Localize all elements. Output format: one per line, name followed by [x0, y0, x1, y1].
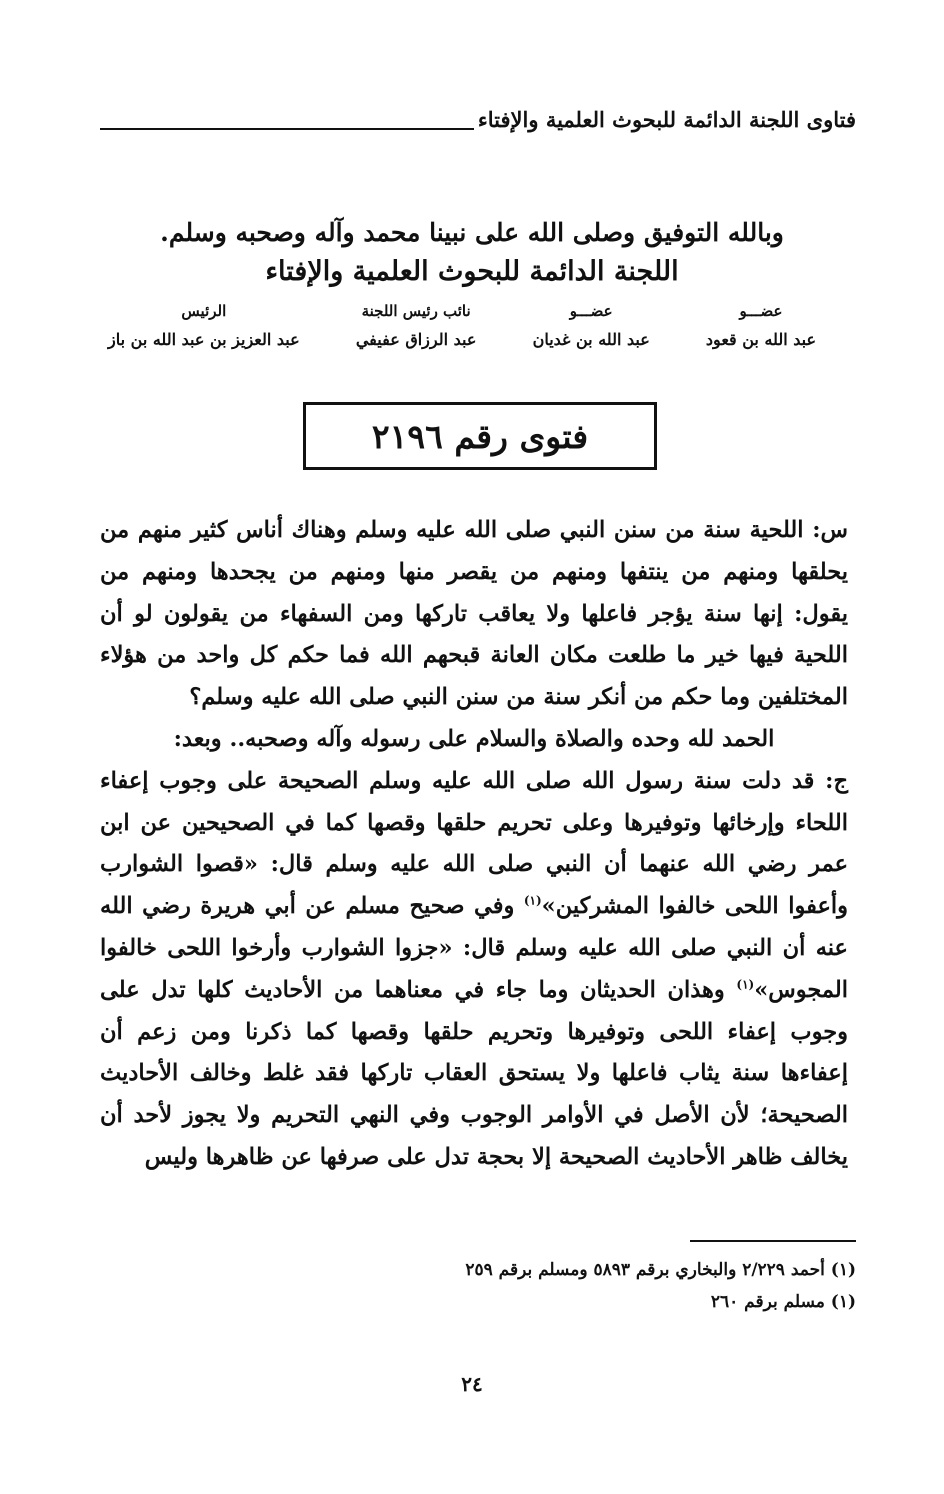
signature-vice-chair: [356, 300, 477, 354]
answer-text-1: قد دلت سنة رسول الله صلى الله عليه وسلم الصحيحة على وجوب إعفاء اللحاء وإرخائها وتوفيرها وعلى تحريم حلقها وقصها كما في الصحيحين عن ابن عمر رضي الله عنهما أن النبي صلى الله عليه وسلم قال: «قصوا الشوارب وأعفوا اللحى خالفوا المشركين»: [100, 767, 848, 920]
running-header: [100, 100, 856, 136]
fatwa-body: [100, 510, 848, 1179]
fatwa-title-box: [303, 402, 657, 470]
closing-line: وبالله التوفيق وصلى الله على نبينا محمد وآله وصحبه وسلم.: [160, 218, 784, 247]
signatures-block: [108, 300, 816, 354]
footnote-1: (١) أحمد ٢/٢٢٩ والبخاري برقم ٥٨٩٣ ومسلم برقم ٢٥٩: [465, 1260, 856, 1280]
footnote-rule: [690, 1240, 856, 1242]
signature-member-1: [706, 300, 816, 354]
question-label: س:: [812, 517, 848, 543]
fatwa-title: فتوى رقم ٢١٩٦: [371, 416, 589, 456]
signature-name: عبد الله بن غديان: [532, 330, 650, 349]
praise-line: الحمد لله وحده والصلاة والسلام على رسوله وآله وصحبه.. وبعد:: [173, 725, 775, 752]
signature-member-2: [533, 300, 650, 354]
signature-name: عبد الله بن قعود: [705, 330, 816, 349]
signature-name: عبد العزيز بن عبد الله بن باز: [108, 330, 300, 349]
answer-paragraph: [100, 761, 848, 1179]
answer-text-2: وفي صحيح مسلم عن أبي هريرة رضي الله عنه أن النبي صلى الله عليه وسلم قال: «جزوا الشوارب وأرخوا اللحى خالفوا المجوس»: [100, 893, 848, 1003]
header-title: فتاوى اللجنة الدائمة للبحوث العلمية والإفتاء: [477, 107, 856, 132]
signature-role: عضـــو: [739, 302, 783, 320]
question-text: اللحية سنة من سنن النبي صلى الله عليه وسلم وهناك أناس كثير منهم من يحلقها ومنهم من ينتفها ومنهم من يقصر منها ومنهم من يجحدها ومنهم من يقول: إنها سنة يؤجر فاعلها ولا يعاقب تاركها ومن السفهاء من يقولون لو أن اللحية فيها خير ما طلعت مكان العانة قبحهم الله فما حكم كل واحد من هؤلاء المختلفين وما حكم من أنكر سنة من سنن النبي صلى الله عليه وسلم؟: [100, 517, 848, 711]
signature-name: عبد الرزاق عفيفي: [355, 330, 477, 349]
answer-label: ج:: [825, 767, 848, 794]
signature-role: الرئيس: [181, 302, 227, 320]
footnote-2: (١) مسلم برقم ٢٦٠: [710, 1292, 856, 1312]
question-paragraph: [100, 510, 848, 719]
signature-role: عضـــو: [569, 302, 613, 320]
answer-text-3: وهذان الحديثان وما جاء في معناهما من الأحاديث كلها تدل على وجوب إعفاء اللحى وتوفيرها وتحريم حلقها وقصها كما ذكرنا ومن زعم أن إعفاءها سنة يثاب فاعلها ولا يستحق العقاب تاركها فقد غلط وخالف الأحاديث الصحيحة؛ لأن الأصل في الأوامر الوجوب وفي النهي التحريم ولا يجوز لأحد أن يخالف ظاهر الأحاديث الصحيحة إلا بحجة تدل على صرفها عن ظاهرها وليس: [100, 976, 848, 1170]
signature-chair: [108, 300, 300, 354]
header-rule: [100, 128, 474, 130]
footnotes: [300, 1254, 856, 1318]
page-number: ٢٤: [461, 1372, 483, 1396]
footnote-ref-2[interactable]: (١): [736, 977, 755, 992]
signature-role: نائب رئيس اللجنة: [361, 302, 471, 320]
committee-name: اللجنة الدائمة للبحوث العلمية والإفتاء: [265, 256, 679, 287]
footnote-ref-1[interactable]: (١): [523, 893, 542, 908]
